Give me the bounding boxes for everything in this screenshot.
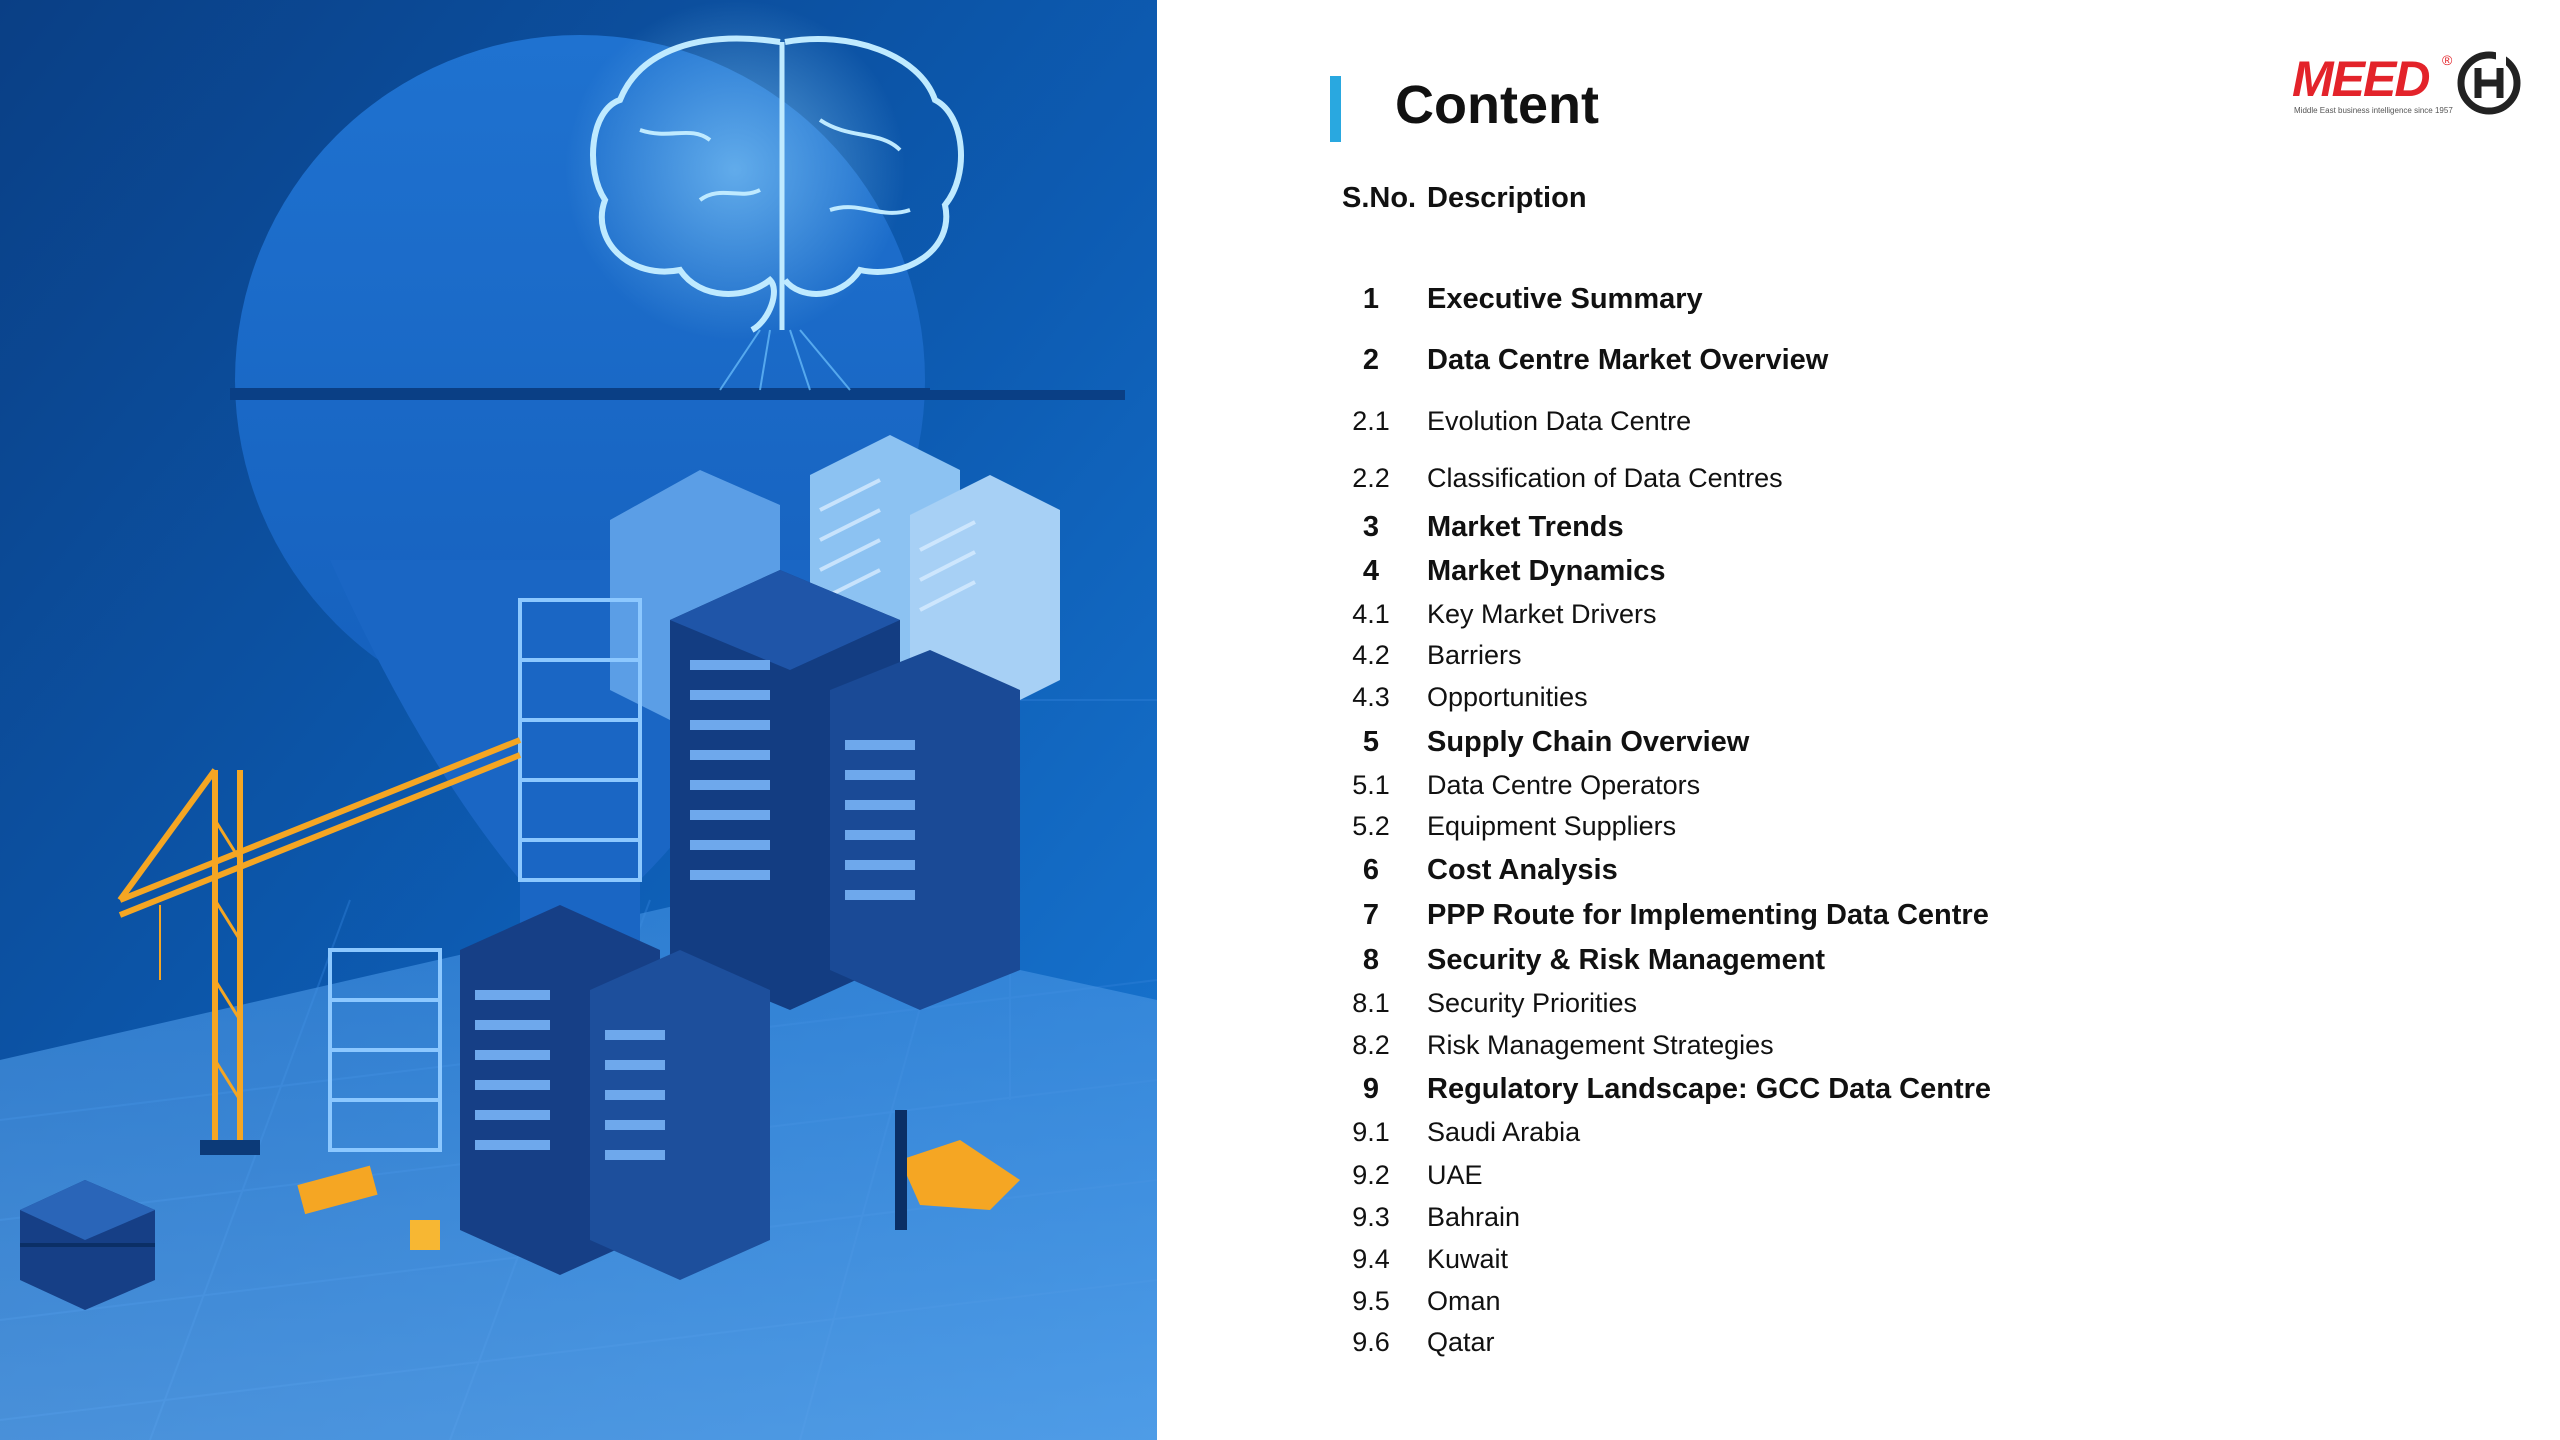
toc-item-number: 8: [1362, 944, 1380, 976]
toc-item-number: 4.1: [1352, 599, 1390, 629]
toc-item: [1340, 895, 2240, 935]
toc-item: [1340, 279, 2240, 319]
toc-item-title: Oman: [1427, 1286, 1501, 1316]
toc-item-title: Bahrain: [1427, 1202, 1521, 1232]
toc-item: [1340, 1112, 2240, 1152]
toc-item-title: Data Centre Operators: [1427, 770, 1701, 800]
title-accent-bar: [1330, 76, 1341, 142]
toc-item: [1340, 983, 2240, 1023]
toc-item-number: 5.2: [1352, 811, 1390, 841]
toc-item-number: 8.2: [1352, 1030, 1390, 1060]
toc-item-title: Supply Chain Overview: [1427, 726, 1750, 758]
toc-item-title: Evolution Data Centre: [1427, 406, 1692, 436]
toc-item-number: 2.1: [1352, 406, 1390, 436]
registered-mark-icon: ®: [2442, 52, 2453, 68]
cover-illustration: [0, 0, 1157, 1440]
toc-item: [1340, 765, 2240, 805]
toc-item: [1340, 722, 2240, 762]
toc-item: [1340, 940, 2240, 980]
toc-item-number: 9: [1362, 1073, 1380, 1105]
toc-item-number: 9.2: [1352, 1160, 1390, 1190]
toc-item: [1340, 806, 2240, 846]
toc-item-title: Cost Analysis: [1427, 854, 1618, 886]
toc-item-number: 2: [1362, 344, 1380, 376]
logo-tagline: Middle East business intelligence since 1957: [2294, 106, 2453, 115]
toc-item-number: 1: [1362, 283, 1380, 315]
column-header-description: Description: [1427, 182, 1587, 214]
toc-item-number: 8.1: [1352, 988, 1390, 1018]
toc-item-title: Equipment Suppliers: [1427, 811, 1677, 841]
toc-item-number: 2.2: [1352, 463, 1390, 493]
toc-item-number: 9.1: [1352, 1117, 1390, 1147]
toc-item-title: Security Priorities: [1427, 988, 1638, 1018]
toc-item-number: 9.4: [1352, 1244, 1390, 1274]
toc-item: [1340, 1069, 2240, 1109]
toc-item-number: 5: [1362, 726, 1380, 758]
toc-item-title: Classification of Data Centres: [1427, 463, 1783, 493]
toc-item-title: Risk Management Strategies: [1427, 1030, 1774, 1060]
toc-item-title: Market Trends: [1427, 511, 1624, 543]
toc-item-title: Kuwait: [1427, 1244, 1509, 1274]
toc-item: [1340, 1155, 2240, 1195]
toc-item: [1340, 1239, 2240, 1279]
toc-item: [1340, 635, 2240, 675]
toc-item: [1340, 1197, 2240, 1237]
toc-item-title: Executive Summary: [1427, 283, 1703, 315]
logo-wordmark: MEED: [2292, 51, 2429, 107]
toc-item-title: Data Centre Market Overview: [1427, 344, 1829, 376]
toc-item-number: 6: [1362, 854, 1380, 886]
toc-item-title: Opportunities: [1427, 682, 1588, 712]
toc-item-title: Market Dynamics: [1427, 555, 1666, 587]
toc-item-number: 4: [1362, 555, 1380, 587]
toc-item-title: PPP Route for Implementing Data Centre: [1427, 899, 1989, 931]
toc-item: [1340, 340, 2240, 380]
toc-item: [1340, 1322, 2240, 1362]
toc-item: [1340, 401, 2240, 441]
toc-item: [1340, 850, 2240, 890]
toc-item: [1340, 551, 2240, 591]
toc-item: [1340, 1281, 2240, 1321]
toc-item: [1340, 507, 2240, 547]
toc-item-number: 9.5: [1352, 1286, 1390, 1316]
page-title: Content: [1395, 75, 1599, 135]
toc-item-number: 7: [1362, 899, 1380, 931]
toc-item-title: Qatar: [1427, 1327, 1495, 1357]
toc-item-title: UAE: [1427, 1160, 1483, 1190]
toc-item: [1340, 594, 2240, 634]
toc-item-title: Saudi Arabia: [1427, 1117, 1581, 1147]
toc-item-number: 3: [1362, 511, 1380, 543]
toc-item-number: 9.3: [1352, 1202, 1390, 1232]
toc-item: [1340, 677, 2240, 717]
column-header-sno: S.No.: [1342, 182, 1417, 214]
toc-item-title: Security & Risk Management: [1427, 944, 1826, 976]
toc-item-number: 9.6: [1352, 1327, 1390, 1357]
toc-item-title: Regulatory Landscape: GCC Data Centre: [1427, 1073, 1992, 1105]
toc-item-number: 4.2: [1352, 640, 1390, 670]
logo-mark-icon: [2456, 50, 2522, 116]
toc-item: [1340, 1025, 2240, 1065]
toc-item-title: Key Market Drivers: [1427, 599, 1657, 629]
toc-item-title: Barriers: [1427, 640, 1522, 670]
toc-item-number: 5.1: [1352, 770, 1390, 800]
logo: [2292, 48, 2524, 122]
toc-item: [1340, 458, 2240, 498]
toc-item-number: 4.3: [1352, 682, 1390, 712]
